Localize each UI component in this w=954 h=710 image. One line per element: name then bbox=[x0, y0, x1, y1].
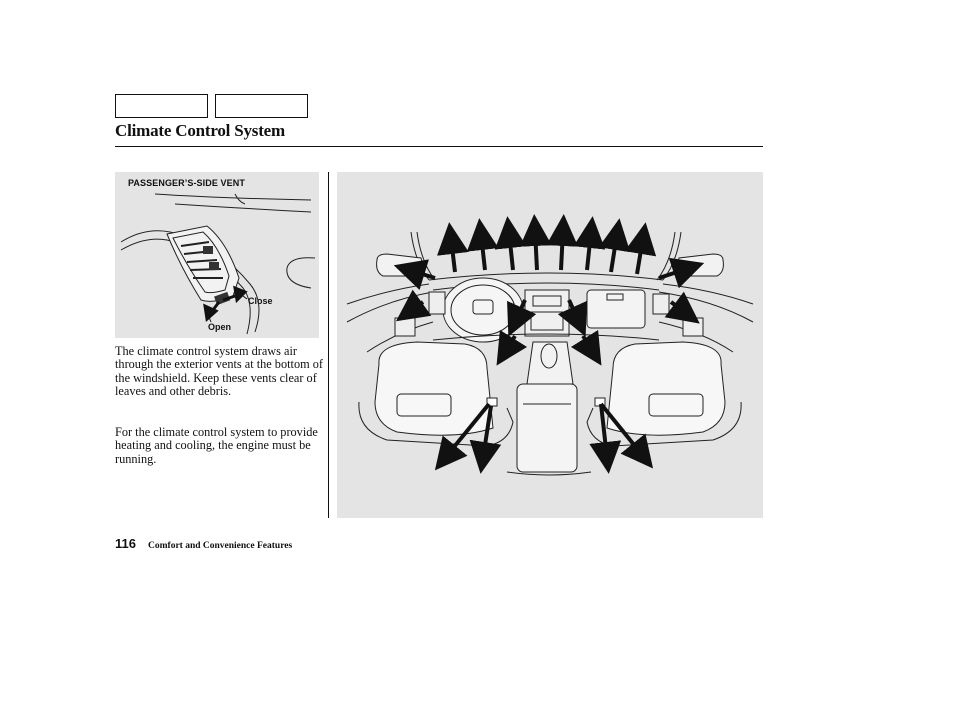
airflow-illustration bbox=[337, 172, 763, 518]
body-paragraph-2: For the climate control system to provide heating and cooling, the engine must be running. bbox=[115, 425, 318, 466]
footer-section-title: Comfort and Convenience Features bbox=[148, 541, 293, 551]
passenger-vent-illustration bbox=[115, 172, 319, 338]
title-rule bbox=[115, 146, 763, 147]
figure-label-passenger-vent: PASSENGER’S-SIDE VENT bbox=[128, 178, 245, 188]
airflow-drawing bbox=[337, 172, 763, 518]
column-divider bbox=[328, 172, 329, 518]
body-paragraph-1: The climate control system draws air through the exterior vents at the bottom of the windshield. Keep these vents clear of leaves and other debris. bbox=[115, 344, 323, 399]
figure-label-open: Open bbox=[208, 322, 232, 332]
passenger-vent-drawing bbox=[115, 172, 319, 338]
figure-label-close: Close bbox=[248, 296, 273, 306]
header-tab-box-left bbox=[115, 94, 208, 118]
page-number: 116 bbox=[115, 536, 136, 551]
header-tab-box-right bbox=[215, 94, 308, 118]
page-title: Climate Control System bbox=[115, 121, 285, 140]
